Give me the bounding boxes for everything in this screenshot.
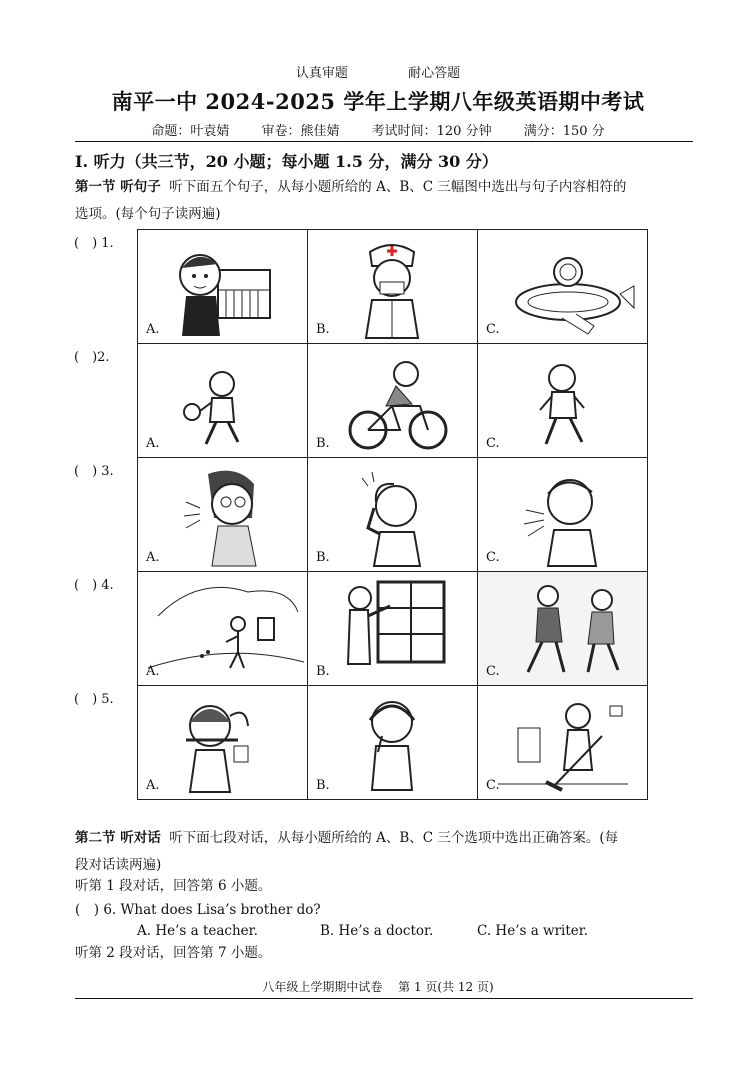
boy-cleaning-window-icon xyxy=(308,572,477,685)
meta-score: 满分：150 分 xyxy=(523,124,605,139)
option-label: A. xyxy=(146,550,160,565)
part1-text2: 选项。(每个句子读两遍) xyxy=(75,206,221,222)
option-2a[interactable] xyxy=(138,344,308,458)
astronaut-in-spaceship-icon xyxy=(478,230,647,343)
option-5a[interactable] xyxy=(138,686,308,800)
part1-text: 听下面五个句子，从每小题所给的 A、B、C 三幅图中选出与句子内容相符的 xyxy=(169,179,627,195)
option-label: B. xyxy=(316,664,330,679)
dialog-2-instruction: 听第 2 段对话，回答第 7 小题。 xyxy=(75,945,272,961)
part2-text: 听下面七段对话，从每小题所给的 A、B、C 三个选项中选出正确答案。(每 xyxy=(169,830,619,846)
part1-instructions xyxy=(75,174,695,228)
girl-sweeping-floor-icon xyxy=(478,686,647,799)
boy-coughing-icon xyxy=(478,458,647,571)
boy-walking-icon xyxy=(478,344,647,457)
question-5-number: ( ) 5. xyxy=(74,692,114,707)
question-4-number: ( ) 4. xyxy=(74,578,114,593)
picture-row-4 xyxy=(138,572,648,686)
part2-label: 第二节 听对话 xyxy=(75,830,161,846)
part2-instructions xyxy=(75,825,695,879)
option-label: A. xyxy=(146,664,160,679)
boy-playing-piano-icon xyxy=(138,230,307,343)
question-1-number: ( ) 1. xyxy=(74,236,114,251)
dialog-1-instruction: 听第 1 段对话，回答第 6 小题。 xyxy=(75,878,272,894)
q6-option-a[interactable]: A. He’s a teacher. xyxy=(137,923,258,939)
motto-right: 耐心答题 xyxy=(408,66,461,81)
person-sneezing-icon xyxy=(138,458,307,571)
picture-row-5 xyxy=(138,686,648,800)
option-label: C. xyxy=(486,322,500,337)
question-2-number: ( )2. xyxy=(74,350,110,365)
girl-brushing-teeth-icon xyxy=(138,686,307,799)
exam-meta xyxy=(0,120,756,139)
option-label: C. xyxy=(486,550,500,565)
q6-option-c[interactable]: C. He’s a writer. xyxy=(477,923,589,939)
page-footer: 八年级上学期期中试卷 第 1 页(共 12 页) xyxy=(262,980,494,994)
motto xyxy=(0,62,756,81)
option-3c[interactable] xyxy=(478,458,648,572)
footer-rule xyxy=(75,998,693,999)
option-label: C. xyxy=(486,664,500,679)
option-label: A. xyxy=(146,778,160,793)
option-1c[interactable] xyxy=(478,230,648,344)
meta-time: 考试时间：120 分钟 xyxy=(371,124,492,139)
boy-riding-bike-icon xyxy=(308,344,477,457)
option-1a[interactable] xyxy=(138,230,308,344)
option-4b[interactable] xyxy=(308,572,478,686)
option-3b[interactable] xyxy=(308,458,478,572)
picture-row-3 xyxy=(138,458,648,572)
option-label: B. xyxy=(316,322,330,337)
question-6: ( ) 6. What does Lisa’s brother do? xyxy=(75,902,321,918)
header-rule xyxy=(75,141,693,142)
option-5c[interactable] xyxy=(478,686,648,800)
boy-throwing-litter-icon xyxy=(138,572,307,685)
doctor-icon xyxy=(308,230,477,343)
option-label: A. xyxy=(146,436,160,451)
part1-label: 第一节 听句子 xyxy=(75,179,161,195)
meta-author: 命题：叶袁婧 xyxy=(151,124,230,139)
option-label: A. xyxy=(146,322,160,337)
option-1b[interactable] xyxy=(308,230,478,344)
option-label: B. xyxy=(316,436,330,451)
man-with-headache-icon xyxy=(308,458,477,571)
meta-reviewer: 审卷：熊佳婧 xyxy=(261,124,340,139)
exam-title: 南平一中 2024-2025 学年上学期八年级英语期中考试 xyxy=(111,89,645,114)
option-4c[interactable] xyxy=(478,572,648,686)
option-4a[interactable] xyxy=(138,572,308,686)
option-3a[interactable] xyxy=(138,458,308,572)
picture-row-2 xyxy=(138,344,648,458)
option-label: C. xyxy=(486,778,500,793)
option-label: B. xyxy=(316,550,330,565)
boy-playing-football-icon xyxy=(138,344,307,457)
motto-left: 认真审题 xyxy=(295,66,348,81)
girl-thinking-icon xyxy=(308,686,477,799)
children-pushing-icon xyxy=(478,572,647,685)
option-2b[interactable] xyxy=(308,344,478,458)
option-5b[interactable] xyxy=(308,686,478,800)
option-label: B. xyxy=(316,778,330,793)
picture-grid xyxy=(137,229,648,800)
q6-option-b[interactable]: B. He’s a doctor. xyxy=(320,923,434,939)
section-heading: Ⅰ. 听力（共三节，20 小题；每小题 1.5 分，满分 30 分） xyxy=(75,152,498,171)
picture-row-1 xyxy=(138,230,648,344)
option-label: C. xyxy=(486,436,500,451)
part2-text2: 段对话读两遍) xyxy=(75,857,162,873)
question-3-number: ( ) 3. xyxy=(74,464,114,479)
option-2c[interactable] xyxy=(478,344,648,458)
